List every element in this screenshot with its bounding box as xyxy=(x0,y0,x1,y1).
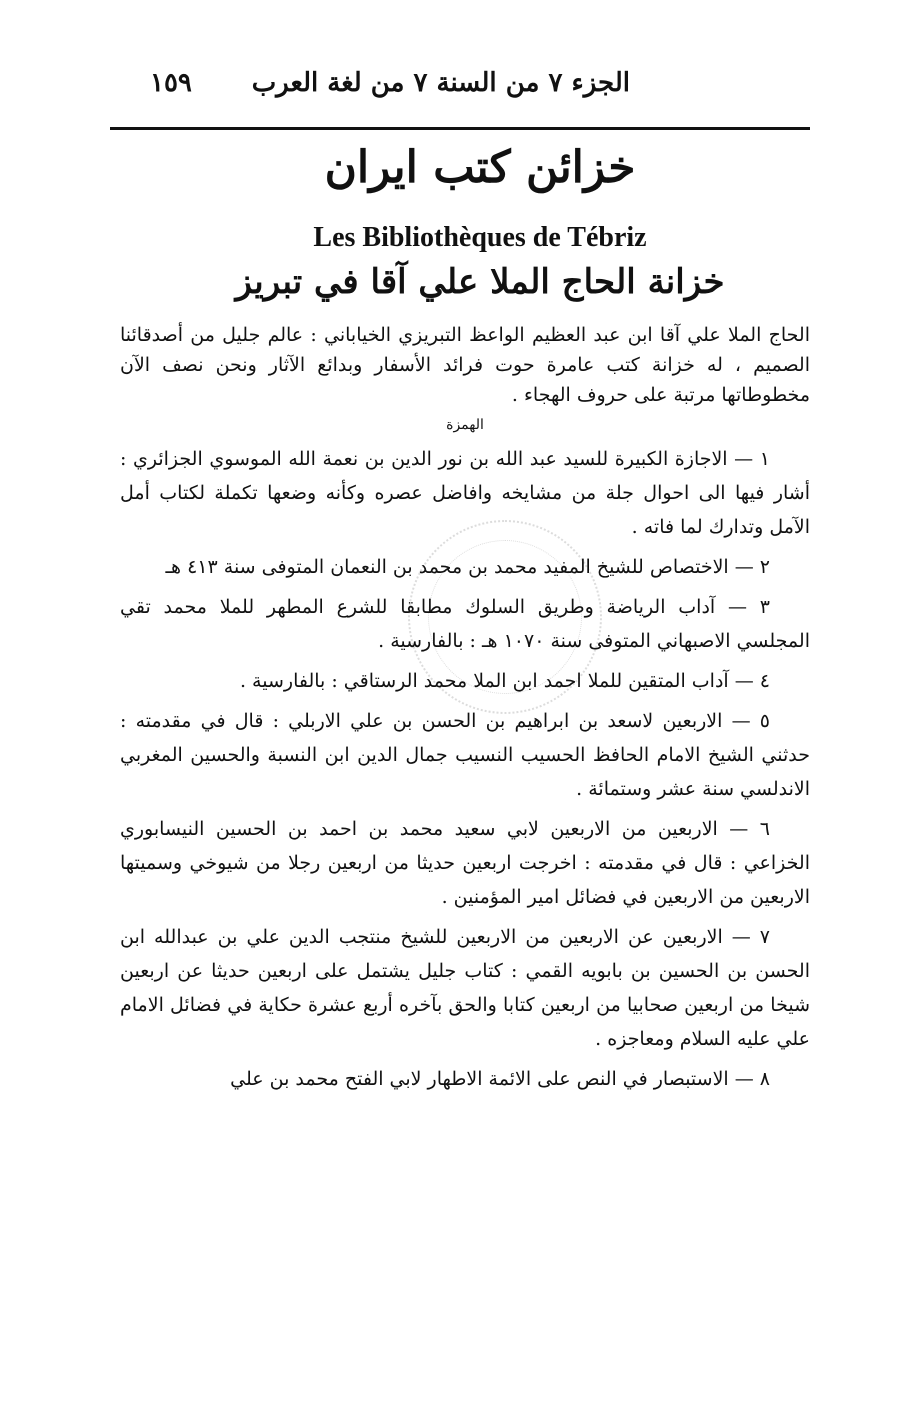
running-header xyxy=(150,58,630,108)
catalog-entry: ٣ — آداب الرياضة وطريق السلوك مطابقا للشرع المطهر للملا محمد تقي المجلسي الاصبهاني المتوفى سنة ١٠٧٠ هـ : بالفارسية . xyxy=(120,596,810,652)
section-heading: الهمزة xyxy=(446,417,484,433)
catalog-entry: ٨ — الاستبصار في النص على الائمة الاطهار لابي الفتح محمد بن علي xyxy=(230,1068,770,1090)
header-rule xyxy=(110,127,810,130)
catalog-entry: ٦ — الاربعين من الاربعين لابي سعيد محمد بن احمد بن الحسين النيسابوري الخزاعي : قال في مقدمته : اخرجت اربعين حديثا من اربعين رجلا من شيوخي وسميتها الاربعين من الاربعين في فضائل امير المؤمنين . xyxy=(120,818,810,908)
latin-title: Les Bibliothèques de Tébriz xyxy=(313,222,647,253)
catalog-entry: ٢ — الاختصاص للشيخ المفيد محمد بن محمد بن النعمان المتوفى سنة ٤١٣ هـ xyxy=(165,556,770,578)
intro-paragraph: الحاج الملا علي آقا ابن عبد العظيم الواعظ التبريزي الخياباني : عالم جليل من أصدقائنا الصميم ، له خزانة كتب عامرة حوت فرائد الأسفار وبدائع الآثار ونحن نصف الآن مخطوطاتها مرتبة على حروف الهجاء . xyxy=(120,324,810,406)
page-number: ١٥٩ xyxy=(150,68,192,98)
article-body xyxy=(120,320,810,1102)
catalog-entry: ٥ — الاربعين لاسعد بن ابراهيم بن الحسن بن علي الاربلي : قال في مقدمته : حدثني الشيخ الامام الحافظ الحسيب النسيب جمال الدين ابن النسبة والحسين المغربي الاندلسي سنة عشر وستمائة . xyxy=(120,710,810,800)
article-subtitle: خزانة الحاج الملا علي آقا في تبريز xyxy=(235,262,725,302)
catalog-entry: ٤ — آداب المتقين للملا احمد ابن الملا محمد الرستاقي : بالفارسية . xyxy=(239,670,770,692)
catalog-entry: ٧ — الاربعين عن الاربعين من الاربعين للشيخ منتجب الدين علي بن عبدالله ابن الحسن بن الحسين بن بابويه القمي : كتاب جليل يشتمل على اربعين حديثا عن اربعين شيخا من اربعين صحابيا من اربعين كتابا والحق بآخره أربع عشرة حكاية في فضائل الامام علي عليه السلام ومعاجزه . xyxy=(120,926,810,1050)
article-title: خزائن كتب ايران xyxy=(324,142,636,193)
catalog-entry: ١ — الاجازة الكبيرة للسيد عبد الله بن نور الدين بن نعمة الله الموسوي الجزائري : أشار فيها الى احوال جلة من مشايخه وافاضل عصره وكأنه وضعها تكملة لكتاب أمل الآمل وتدارك لما فاته . xyxy=(120,448,810,538)
running-header-title: الجزء ٧ من السنة ٧ من لغة العرب xyxy=(251,68,630,98)
